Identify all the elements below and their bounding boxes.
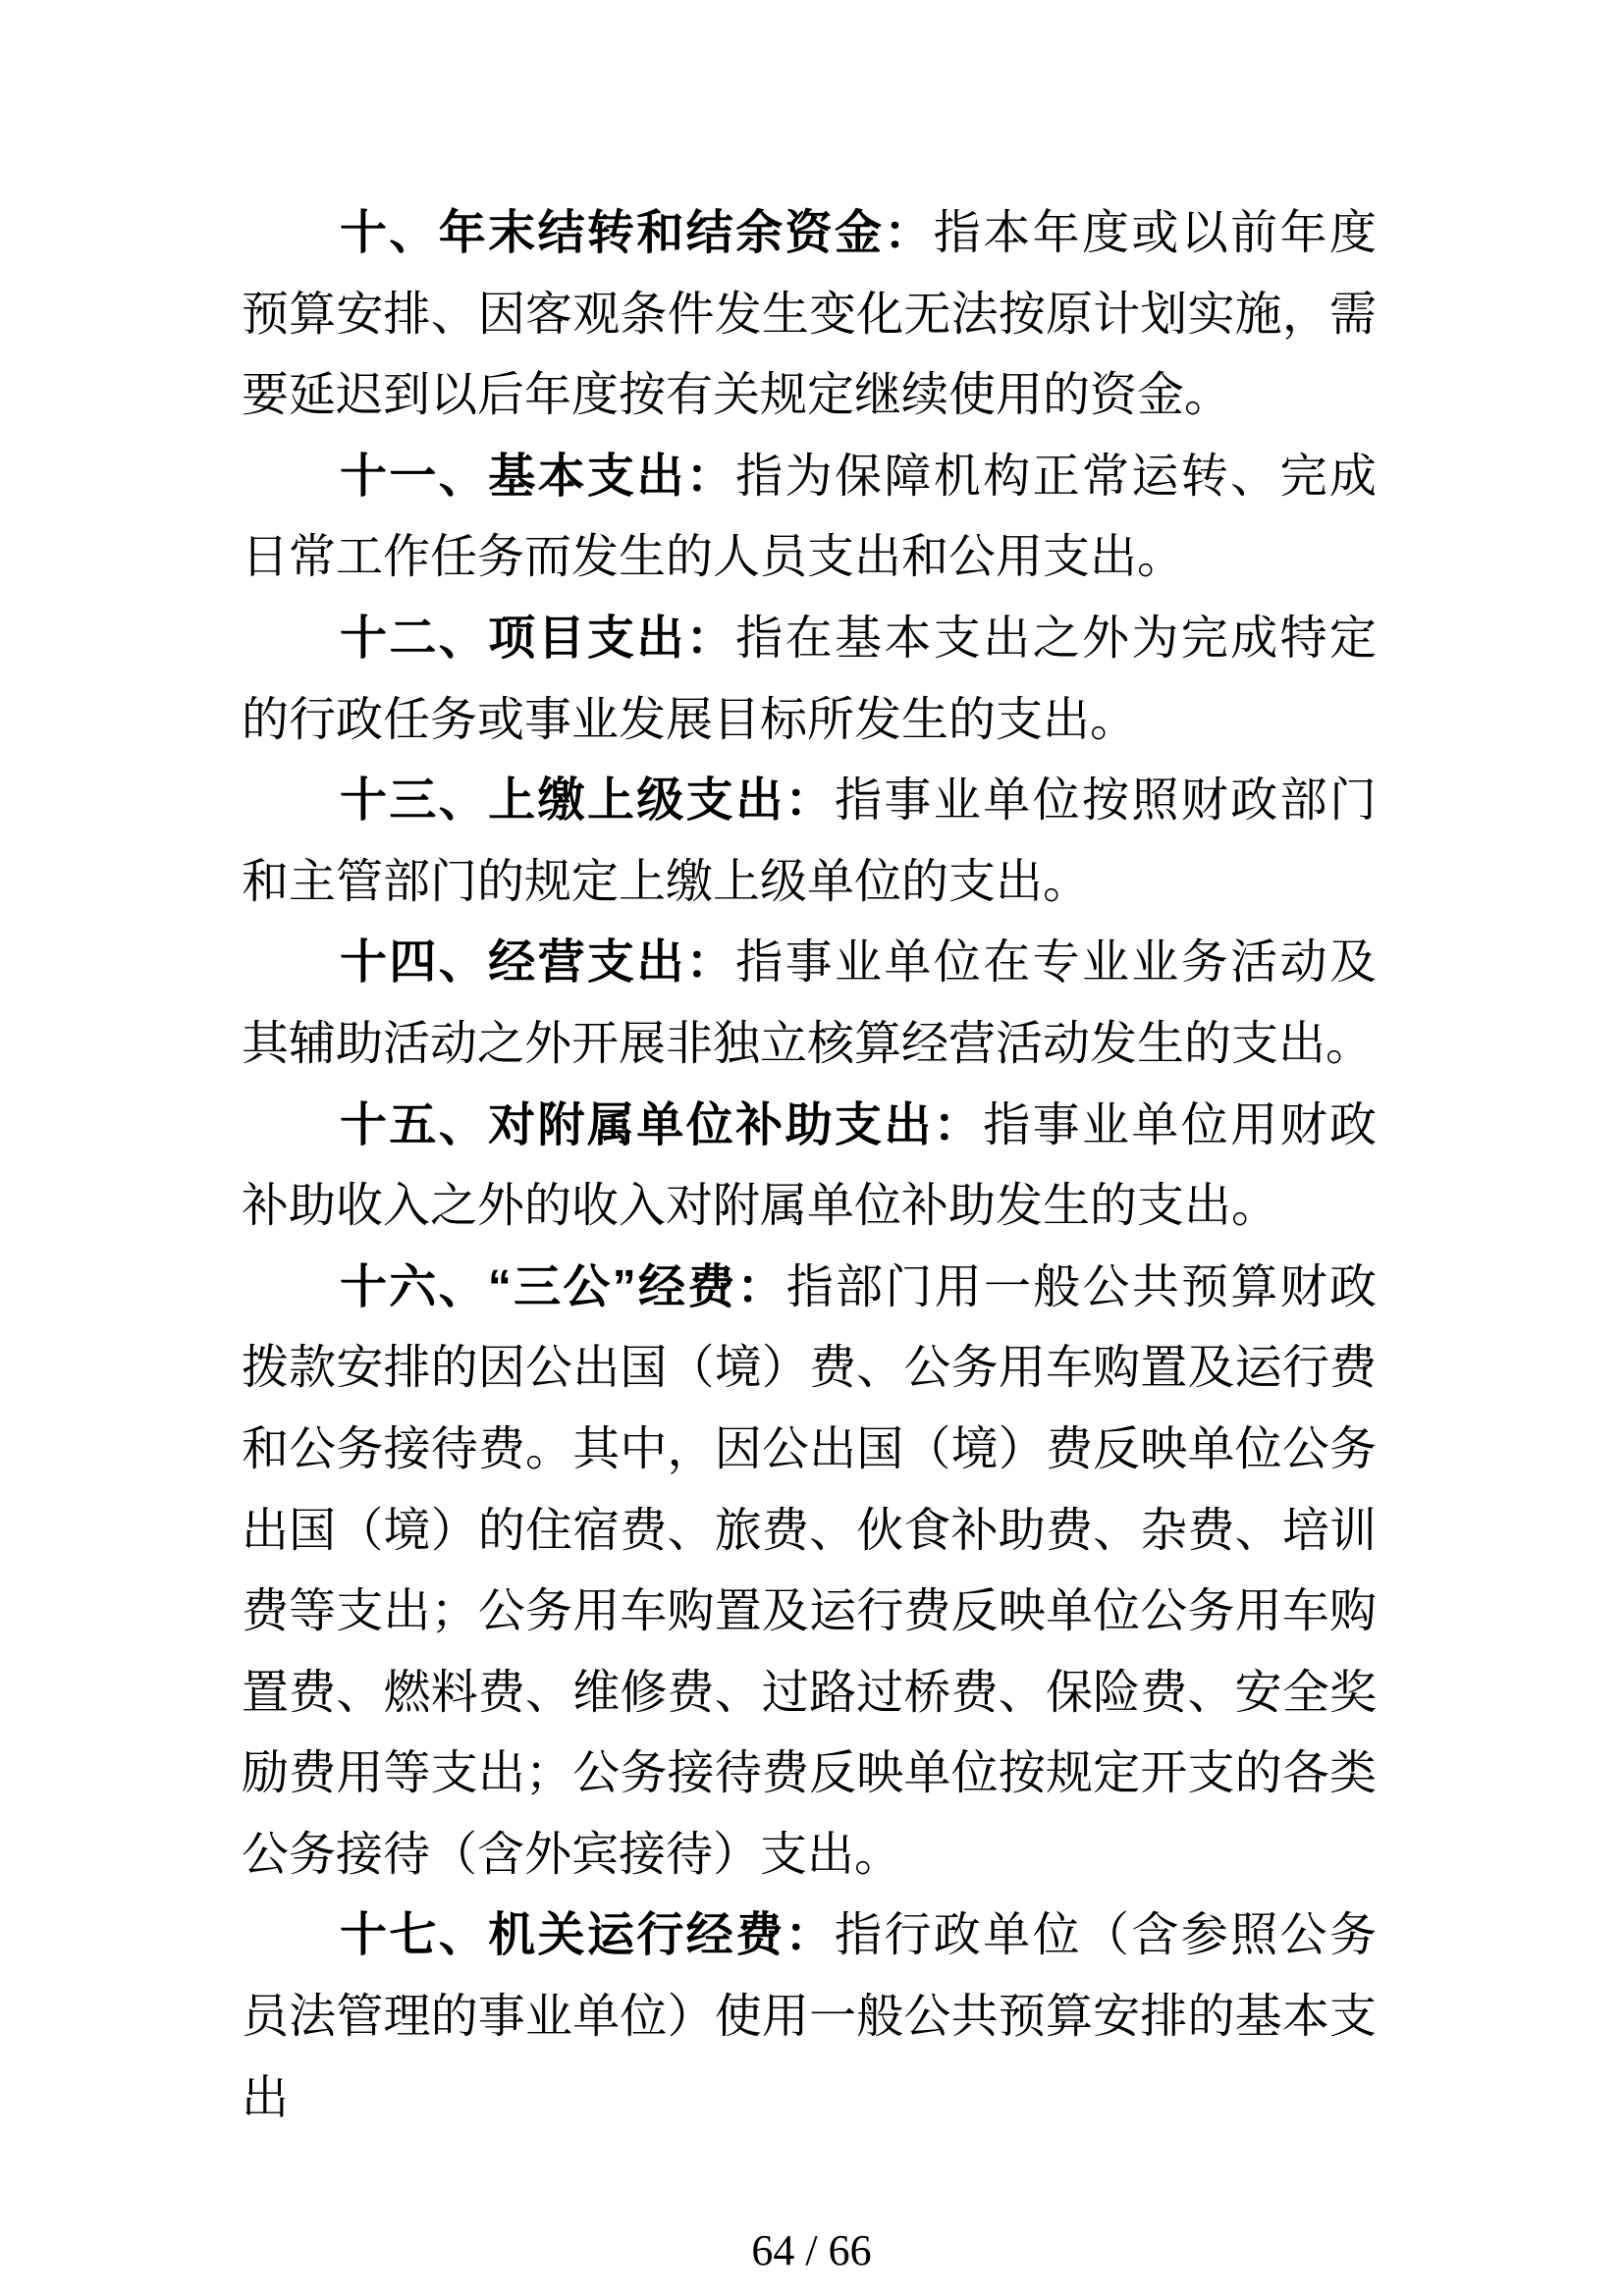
paragraph <box>242 1086 1377 1248</box>
definition-text: 指事业单位按照财政部门和主管部门的规定上缴上级单位的支出。 <box>242 774 1377 908</box>
term-label: 十二、项目支出： <box>340 612 736 665</box>
document-body <box>242 193 1377 2139</box>
paragraph <box>242 193 1377 437</box>
paragraph <box>242 923 1377 1085</box>
term-label: 十四、经营支出： <box>340 936 736 989</box>
paragraph <box>242 599 1377 761</box>
paragraph <box>242 1248 1377 1896</box>
paragraph <box>242 437 1377 599</box>
definition-text: 指本年度或以前年度预算安排、因客观条件发生变化无法按原计划实施，需要延迟到以后年度按有关规定继续使用的资金。 <box>242 207 1377 422</box>
page-number: 64 / 66 <box>751 2226 872 2274</box>
definition-text: 指为保障机构正常运转、完成日常工作任务而发生的人员支出和公用支出。 <box>242 450 1377 584</box>
term-label: 十六、“三公”经费： <box>340 1260 786 1313</box>
definition-text: 指部门用一般公共预算财政拨款安排的因公出国（境）费、公务用车购置及运行费和公务接待费。其中，因公出国（境）费反映单位公务出国（境）的住宿费、旅费、伙食补助费、杂费、培训费等支出；公务用车购置及运行费反映单位公务用车购置费、燃料费、维修费、过路过桥费、保险费、安全奖励费用等支出；公务接待费反映单位按规定开支的各类公务接待（含外宾接待）支出。 <box>242 1260 1377 1881</box>
definition-text: 指事业单位用财政补助收入之外的收入对附属单位补助发生的支出。 <box>242 1098 1377 1233</box>
paragraph <box>242 1896 1377 2139</box>
term-label: 十一、基本支出： <box>340 450 736 503</box>
definition-text: 指事业单位在专业业务活动及其辅助活动之外开展非独立核算经营活动发生的支出。 <box>242 936 1377 1070</box>
term-label: 十五、对附属单位补助支出： <box>340 1098 984 1151</box>
term-label: 十三、上缴上级支出： <box>340 774 835 828</box>
definition-text: 指在基本支出之外为完成特定的行政任务或事业发展目标所发生的支出。 <box>242 612 1377 746</box>
definition-text: 指行政单位（含参照公务员法管理的事业单位）使用一般公共预算安排的基本支出 <box>242 1909 1377 2124</box>
term-label: 十七、机关运行经费： <box>340 1909 835 1962</box>
term-label: 十、年末结转和结余资金： <box>340 207 934 259</box>
paragraph <box>242 761 1377 923</box>
